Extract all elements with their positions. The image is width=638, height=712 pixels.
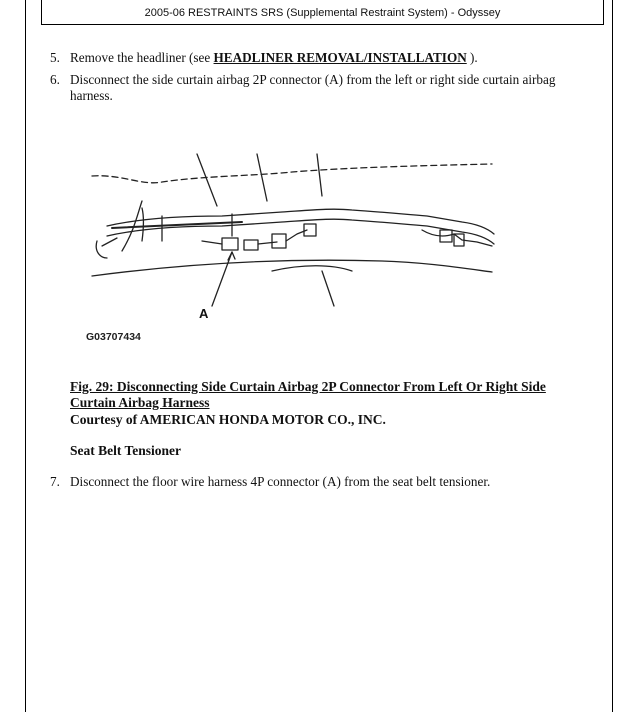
figure-callout-a: A <box>199 306 209 321</box>
step-number: 5. <box>50 50 60 65</box>
section-heading: Seat Belt Tensioner <box>70 443 182 458</box>
page-border-right <box>612 0 613 712</box>
figure-caption-line2: Curtain Airbag Harness <box>70 395 210 410</box>
step-number: 7. <box>50 474 60 489</box>
step-text <box>70 50 478 66</box>
figure-caption-line1: Fig. 29: Disconnecting Side Curtain Airbag 2P Connector From Left Or Right Side <box>70 379 546 394</box>
step-number: 6. <box>50 72 60 87</box>
step-text-post: ). <box>466 50 478 65</box>
step-text-pre: Remove the headliner (see <box>70 50 214 65</box>
step-text-line2: harness. <box>70 88 113 103</box>
airbag-connector-illustration <box>82 146 502 351</box>
figure-code: G03707434 <box>86 331 141 343</box>
document-header <box>41 0 604 25</box>
step-text-line1: Disconnect the floor wire harness 4P connector (A) from the seat belt tensioner. <box>70 474 491 489</box>
step-text-line1: Disconnect the side curtain airbag 2P connector (A) from the left or right side curtain airbag <box>70 72 556 87</box>
figure-courtesy: Courtesy of AMERICAN HONDA MOTOR CO., INC. <box>70 412 386 427</box>
headliner-removal-link[interactable]: HEADLINER REMOVAL/INSTALLATION <box>213 50 467 65</box>
header-title: 2005-06 RESTRAINTS SRS (Supplemental Restraint System) - Odyssey <box>144 7 501 19</box>
page-border-left <box>25 0 26 712</box>
